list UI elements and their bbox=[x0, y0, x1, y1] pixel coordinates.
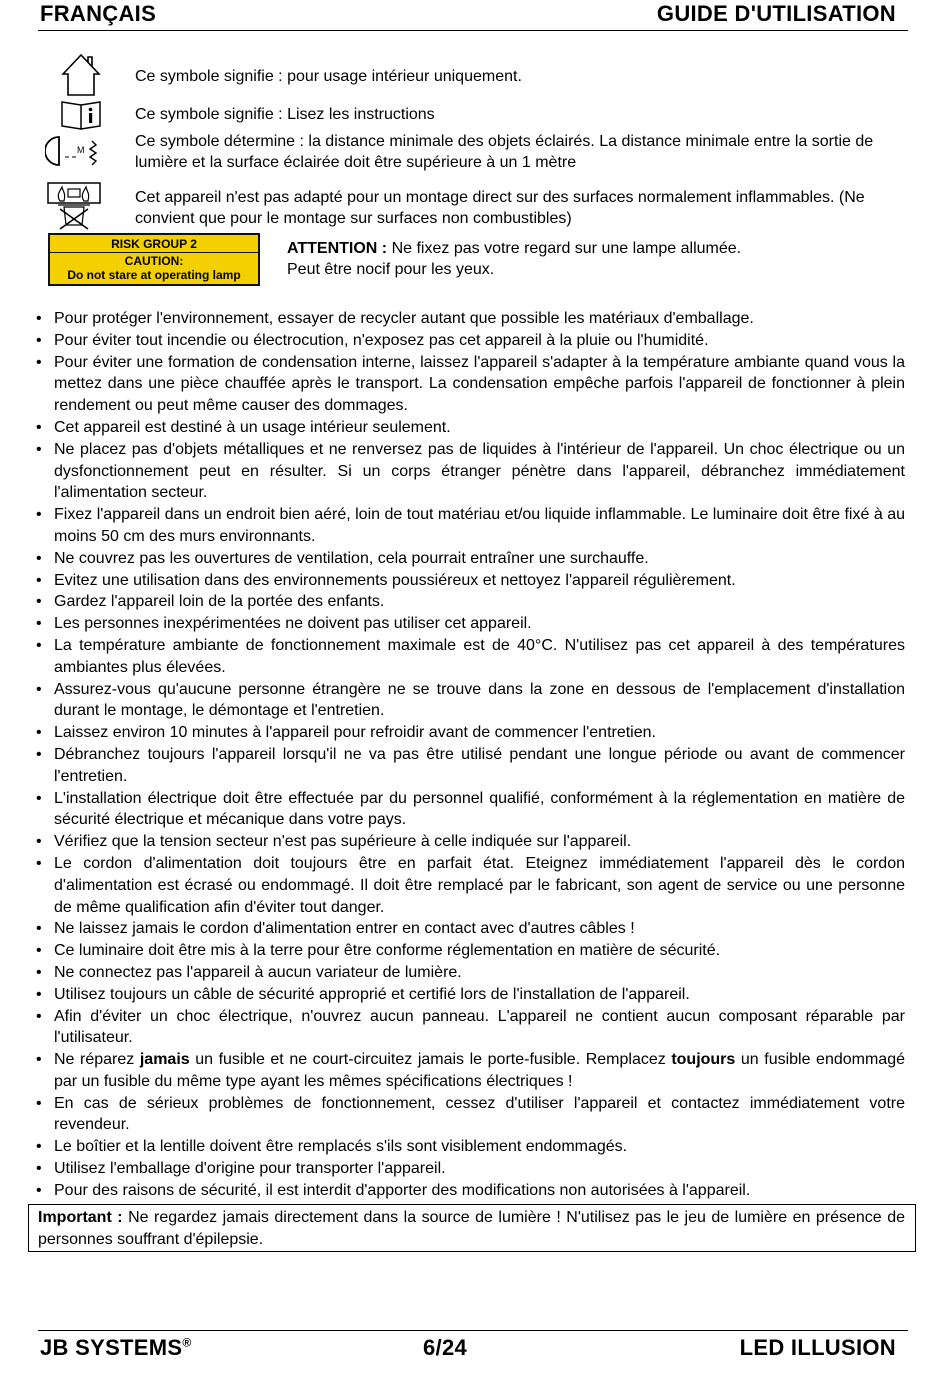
attention-notice bbox=[287, 238, 887, 280]
important-text: Ne regardez jamais directement dans la source de lumière ! N'utilisez pas le jeu de lumière en présence de personnes souffrant d'épilepsie. bbox=[38, 1209, 905, 1248]
risk-group-label bbox=[48, 233, 260, 286]
fuse-text-always: toujours bbox=[671, 1051, 736, 1069]
important-label: Important : bbox=[38, 1209, 123, 1226]
list-item: • La température ambiante de fonctionnement maximale est de 40°C. N'utilisez pas cet appareil à des températures ambiantes plus élevées. bbox=[36, 635, 905, 679]
fuse-text-c: un fusible et ne court-circuitez jamais le porte-fusible. Remplacez bbox=[189, 1051, 672, 1069]
list-item: • Utilisez l'emballage d'origine pour transporter l'appareil. bbox=[36, 1158, 905, 1180]
list-item: • Pour des raisons de sécurité, il est interdit d'apporter des modifications non autorisées à l'appareil. bbox=[36, 1180, 905, 1202]
list-item: • Ce luminaire doit être mis à la terre pour être conforme réglementation en matière de sécurité. bbox=[36, 940, 905, 962]
list-item: • Assurez-vous qu'aucune personne étrangère ne se trouve dans la zone en dessous de l'emplacement d'installation durant le montage, le démontage et l'entretien. bbox=[36, 679, 905, 723]
list-item: • Pour éviter tout incendie ou électrocution, n'exposez pas cet appareil à la pluie ou l'humidité. bbox=[36, 330, 905, 352]
list-item: • Cet appareil est destiné à un usage intérieur seulement. bbox=[36, 417, 905, 439]
list-item bbox=[36, 1049, 905, 1093]
list-item: • Vérifiez que la tension secteur n'est pas supérieure à celle indiquée sur l'appareil. bbox=[36, 831, 905, 853]
fuse-text-e: un fusible endommagé par un fusible du même type ayant les mêmes spécifications électriques ! bbox=[54, 1051, 906, 1090]
guide-title: GUIDE D'UTILISATION bbox=[656, 1, 896, 26]
brand-text: JB SYSTEMS bbox=[40, 1335, 183, 1360]
attention-text-2: Peut être nocif pour les yeux. bbox=[287, 261, 495, 278]
list-item: • Pour éviter une formation de condensation interne, laissez l'appareil s'adapter à la température ambiante quand vous la mettez dans une pièce chauffée après le transport. La condensation empêche parfois l'appareil de fonctionner à plein rendement ou peut même causer des dommages. bbox=[36, 352, 905, 417]
risk-caution: CAUTION: bbox=[124, 254, 184, 268]
list-item: • Laissez environ 10 minutes à l'appareil pour refroidir avant de commencer l'entretien. bbox=[36, 722, 905, 744]
list-item: • Ne connectez pas l'appareil à aucun variateur de lumière. bbox=[36, 962, 905, 984]
list-item: • Débranchez toujours l'appareil lorsqu'il ne va pas être utilisé pendant une longue période ou avant de commencer l'entretien. bbox=[36, 744, 905, 788]
list-item: • Le boîtier et la lentille doivent être remplacés s'ils sont visiblement endommagés. bbox=[36, 1136, 905, 1158]
brand-name bbox=[40, 1335, 192, 1361]
list-item: • Afin d'éviter un choc électrique, n'ouvrez aucun panneau. L'appareil ne contient aucun composant réparable par l'utilisateur. bbox=[36, 1006, 905, 1050]
attention-label: ATTENTION : bbox=[287, 240, 388, 257]
list-item: • Les personnes inexpérimentées ne doivent pas utiliser cet appareil. bbox=[36, 613, 905, 635]
read-instructions-icon bbox=[59, 98, 103, 132]
fuse-text-a: Ne réparez bbox=[54, 1051, 140, 1069]
list-item: • L'installation électrique doit être effectuée par du personnel qualifié, conformément à la réglementation en matière de sécurité électrique et mécanique dans votre pays. bbox=[36, 788, 905, 832]
list-item: • Gardez l'appareil loin de la portée des enfants. bbox=[36, 591, 905, 613]
trademark-symbol: ® bbox=[182, 1335, 192, 1350]
list-item: • Ne laissez jamais le cordon d'alimentation entrer en contact avec d'autres câbles ! bbox=[36, 918, 905, 940]
house-indoor-icon bbox=[60, 52, 102, 98]
no-flammable-surface-icon bbox=[46, 181, 102, 231]
page-footer bbox=[38, 1330, 908, 1363]
minimum-distance-icon bbox=[45, 133, 101, 171]
symbol-description-flammable: Cet appareil n'est pas adapté pour un montage direct sur des surfaces normalement inflammables. (Ne convient que pour le montage sur surfaces non combustibles) bbox=[135, 189, 865, 227]
risk-group-title: RISK GROUP 2 bbox=[50, 235, 258, 253]
product-name: LED ILLUSION bbox=[739, 1335, 896, 1360]
fuse-text-never: jamais bbox=[139, 1051, 190, 1069]
list-item: • Ne couvrez pas les ouvertures de ventilation, cela pourrait entraîner une surchauffe. bbox=[36, 548, 905, 570]
list-item: • Utilisez toujours un câble de sécurité approprié et certifié lors de l'installation de l'appareil. bbox=[36, 984, 905, 1006]
list-item: • Le cordon d'alimentation doit toujours être en parfait état. Eteignez immédiatement l'appareil dès le cordon d'alimentation est écrasé ou endommagé. Il doit être remplacé par le fabricant, son agent de service ou une personne de même qualification afin d'éviter tout danger. bbox=[36, 853, 905, 918]
distance-icon-label: M bbox=[77, 145, 85, 155]
list-item: • Pour protéger l'environnement, essayer de recycler autant que possible les matériaux d'emballage. bbox=[36, 308, 905, 330]
symbol-description-distance: Ce symbole détermine : la distance minimale des objets éclairés. La distance minimale entre la sortie de lumière et la surface éclairée doit être supérieure à un 1 mètre bbox=[135, 133, 874, 171]
attention-text: Ne fixez pas votre regard sur une lampe allumée. bbox=[387, 240, 742, 257]
list-item: • Fixez l'appareil dans un endroit bien aéré, loin de tout matériau et/ou liquide inflammable. Le luminaire doit être fixé à au moins 50 cm des murs environnants. bbox=[36, 504, 905, 548]
page-header bbox=[38, 0, 908, 31]
list-item: • En cas de sérieux problèmes de fonctionnement, cessez d'utiliser l'appareil et contactez immédiatement votre revendeur. bbox=[36, 1093, 905, 1137]
list-item: • Evitez une utilisation dans des environnements poussiéreux et nettoyez l'appareil régulièrement. bbox=[36, 570, 905, 592]
symbol-description-instructions: Ce symbole signifie : Lisez les instructions bbox=[135, 106, 435, 123]
important-notice bbox=[28, 1204, 916, 1252]
risk-warning: Do not stare at operating lamp bbox=[67, 268, 241, 282]
list-item: • Ne placez pas d'objets métalliques et ne renversez pas de liquides à l'intérieur de l'appareil. Un choc électrique ou un dysfonctionnement peut en résulter. Si un corps étranger pénètre dans l'appareil, débranchez immédiatement l'alimentation secteur. bbox=[36, 439, 905, 504]
language-label: FRANÇAIS bbox=[40, 1, 157, 26]
safety-instructions-list bbox=[36, 308, 905, 1202]
symbol-description-indoor: Ce symbole signifie : pour usage intérieur uniquement. bbox=[135, 68, 522, 85]
page-number: 6/24 bbox=[423, 1335, 468, 1360]
